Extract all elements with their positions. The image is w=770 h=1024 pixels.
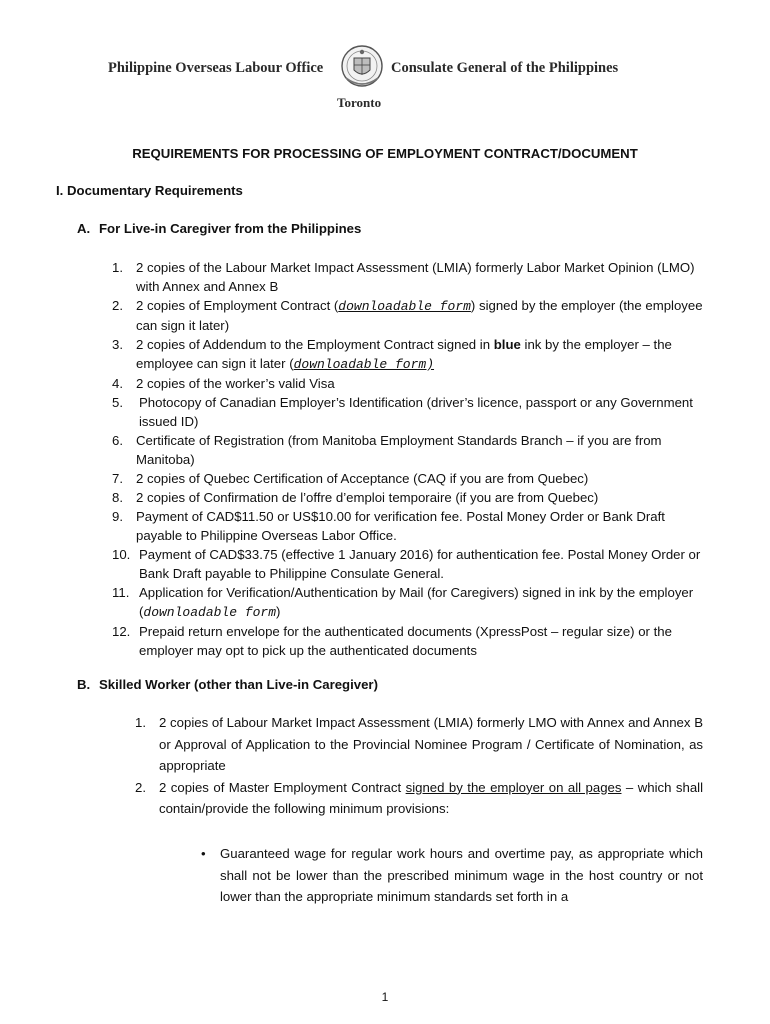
list-item	[112, 488, 712, 507]
list-item	[112, 374, 712, 393]
page-number: 1	[381, 990, 389, 1004]
list-item	[112, 545, 712, 583]
letterhead-right-consulate: Consulate General of the Philippines	[391, 60, 619, 76]
item-text: ink by the employer – the employee can sign it later (	[136, 337, 672, 371]
subsection-b-text: Skilled Worker (other than Live-in Caregiver)	[99, 677, 378, 692]
item-text: – which shall contain/provide the following minimum provisions:	[159, 779, 704, 816]
item-text: )	[276, 604, 281, 619]
section-heading: I. Documentary Requirements	[56, 183, 243, 198]
item-bold-text: blue	[493, 337, 521, 352]
item-number: 6.	[112, 433, 123, 448]
item-text: 2 copies of the worker’s valid Visa	[136, 376, 335, 391]
item-number: 7.	[112, 471, 123, 486]
item-number: 11.	[112, 585, 130, 600]
item-number: 9.	[112, 509, 123, 524]
list-item	[135, 777, 703, 820]
item-text: Photocopy of Canadian Employer’s Identification (driver’s licence, passport or any Government issued ID)	[139, 395, 693, 429]
list-item	[112, 258, 712, 296]
list-item	[112, 335, 712, 374]
item-text: 2 copies of Master Employment Contract	[159, 779, 406, 795]
item-number: 3.	[112, 337, 123, 352]
subsection-b-letter: B.	[77, 677, 91, 692]
item-number: 8.	[112, 490, 123, 505]
item-text: 2 copies of Quebec Certification of Acceptance (CAQ if you are from Quebec)	[136, 471, 589, 486]
list-item	[112, 393, 712, 431]
downloadable-form-link[interactable]: downloadable form)	[293, 357, 435, 372]
item-text: 2 copies of Labour Market Impact Assessment (LMIA) formerly LMO with Annex and Annex B or Approval of Application to the Provincial Nominee Program / Certificate of Nomination, as appropriate	[159, 715, 703, 773]
skilled-worker-requirements-list	[135, 712, 703, 820]
list-item	[135, 712, 703, 777]
item-text: ) signed by the employer (the employee can sign it later)	[136, 298, 703, 333]
page-title: REQUIREMENTS FOR PROCESSING OF EMPLOYMENT CONTRACT/DOCUMENT	[132, 146, 638, 161]
letterhead-left-office: Philippine Overseas Labour Office	[108, 60, 324, 76]
item-number: 2.	[135, 779, 146, 795]
list-item	[112, 469, 712, 488]
downloadable-form-link[interactable]: downloadable form	[338, 299, 471, 314]
item-text: Prepaid return envelope for the authenticated documents (XpressPost – regular size) or the employer may opt to pick up the authenticated documents	[139, 624, 672, 658]
item-text: 2 copies of Confirmation de l’offre d’emploi temporaire (if you are from Quebec)	[136, 490, 599, 505]
item-text: 2 copies of the Labour Market Impact Assessment (LMIA) formerly Labor Market Opinion (LMO) with Annex and Annex B	[136, 260, 695, 294]
letterhead-city: Toronto	[337, 95, 382, 110]
item-text: Payment of CAD$11.50 or US$10.00 for verification fee. Postal Money Order or Bank Draft payable to Philippine Overseas Labor Office.	[136, 509, 665, 543]
item-text: Payment of CAD$33.75 (effective 1 January 2016) for authentication fee. Postal Money Order or Bank Draft payable to Philippine Consulate General.	[139, 547, 701, 581]
philippine-seal-icon	[340, 42, 384, 94]
list-item	[112, 507, 712, 545]
contract-provisions-list	[201, 843, 703, 908]
item-number: 2.	[112, 298, 123, 313]
item-number: 1.	[112, 260, 123, 275]
subsection-a-text: For Live-in Caregiver from the Philippines	[99, 221, 362, 236]
item-text: Application for Verification/Authentication by Mail (for Caregivers) signed in ink by the employer (	[139, 585, 694, 619]
bullet-item	[201, 843, 703, 908]
item-underlined-text: signed by the employer on all pages	[405, 779, 622, 795]
item-number: 5.	[112, 395, 123, 410]
item-text: 2 copies of Employment Contract (	[136, 298, 339, 313]
item-text: 2 copies of Addendum to the Employment Contract signed in	[136, 337, 494, 352]
list-item	[112, 296, 712, 335]
item-number: 10.	[112, 547, 131, 562]
bullet-icon: •	[201, 846, 206, 861]
letterhead	[0, 40, 770, 120]
item-number: 1.	[135, 715, 146, 730]
bullet-text: Guaranteed wage for regular work hours and overtime pay, as appropriate which shall not be lower than the prescribed minimum wage in the host country or not lower than the appropriate minimum standards set forth in a	[220, 846, 703, 904]
item-text: Certificate of Registration (from Manitoba Employment Standards Branch – if you are from Manitoba)	[136, 433, 662, 467]
item-number: 12.	[112, 624, 131, 639]
list-item	[112, 583, 712, 622]
subsection-a-letter: A.	[77, 221, 91, 236]
list-item	[112, 431, 712, 469]
item-number: 4.	[112, 376, 123, 391]
caregiver-requirements-list	[112, 258, 712, 660]
subsection-a-heading	[77, 221, 361, 236]
downloadable-form-link[interactable]: downloadable form	[143, 605, 277, 620]
list-item	[112, 622, 712, 660]
subsection-b-heading	[77, 677, 378, 692]
